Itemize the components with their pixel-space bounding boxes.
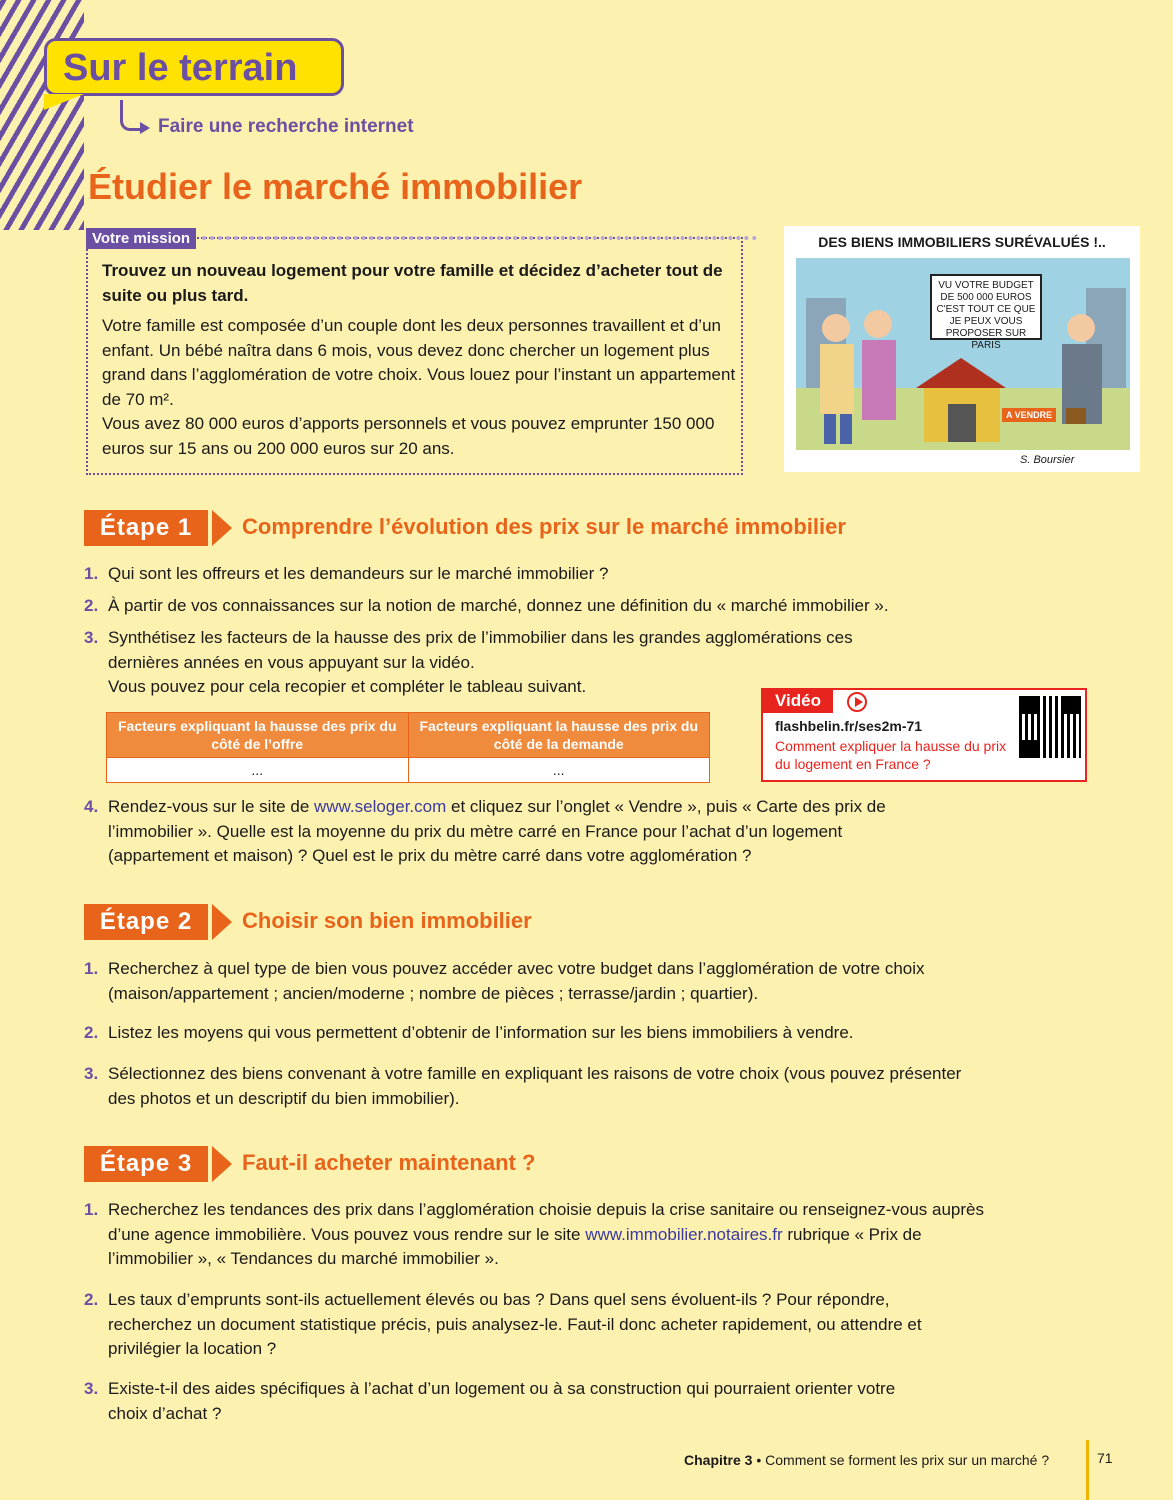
question-text: Rendez-vous sur le site de [108, 797, 314, 816]
badge-label: Sur le terrain [63, 47, 298, 89]
subtitle: Faire une recherche internet [158, 116, 414, 137]
etape-3-question-1 [84, 1198, 994, 1272]
mission-text [102, 314, 742, 461]
mission-lead: Trouvez un nouveau logement pour votre famille et décidez d’acheter tout de suite ou plus tard. [102, 261, 723, 305]
etape-3-question-3 [84, 1377, 924, 1426]
question-text: Recherchez à quel type de bien vous pouvez accéder avec votre budget dans l’agglomération de votre choix (maison/appartement ; ancien/moderne ; nombre de pièces ; terrasse/jardin ; quartier). [108, 959, 925, 1003]
decorative-stripes [0, 0, 84, 230]
footer-bar [1086, 1440, 1089, 1500]
question-text: Recherchez les tendances des prix dans l’agglomération choisie depuis la crise sanitaire ou renseignez-vous auprès d’une agence immobilière. Vous pouvez vous rendre sur le site [108, 1200, 984, 1244]
question-text-cont: rubrique « Prix de l’immobilier », « Tendances du marché immobilier ». [108, 1224, 922, 1268]
question-number: 1. [84, 1200, 99, 1219]
video-url[interactable]: flashbelin.fr/ses2m-71 [775, 718, 923, 734]
etape-3-arrow-icon [212, 1146, 232, 1182]
footer-separator: • [752, 1452, 766, 1468]
etape-1-arrow-icon [212, 510, 232, 546]
page-title: Étudier le marché immobilier [88, 166, 583, 207]
etape-2-label: Étape 2 [84, 904, 208, 940]
section-badge [44, 38, 344, 96]
table-cell: ... [408, 758, 710, 783]
badge-tail [44, 94, 84, 110]
etape-2-arrow-icon [212, 904, 232, 940]
etape-1-question-1 [84, 562, 984, 587]
mission-dotted-line [202, 236, 757, 240]
question-text: Sélectionnez des biens convenant à votre famille en expliquant les raisons de votre choix (vous pouvez présenter des photos et un descriptif du bien immobilier). [108, 1064, 962, 1108]
footer-text: Comment se forment les prix sur un marché ? [765, 1452, 1050, 1468]
etape-2-question-3 [84, 1062, 964, 1111]
etape-2-title: Choisir son bien immobilier [242, 908, 532, 933]
question-text: Synthétisez les facteurs de la hausse des prix de l’immobilier dans les grandes agglomérations ces dernières années en vous appuyant sur la vidéo. [108, 628, 853, 672]
cartoon-image [784, 226, 1140, 472]
etape-2-question-2 [84, 1021, 984, 1046]
table-header-offre: Facteurs expliquant la hausse des prix du côté de l’offre [107, 713, 409, 758]
etape-3-title: Faut-il acheter maintenant ? [242, 1150, 536, 1175]
page-number: 71 [1097, 1450, 1113, 1466]
factors-table [106, 712, 710, 783]
video-description: Comment expliquer la hausse du prix du logement en France ? [775, 738, 1007, 772]
video-tag: Vidéo [763, 690, 833, 713]
etape-1-title: Comprendre l’évolution des prix sur le marché immobilier [242, 514, 846, 539]
arrowhead-icon [140, 122, 150, 134]
speech-bubble: VU VOTRE BUDGET DE 500 000 EUROS C'EST TOUT CE QUE JE PEUX VOUS PROPOSER SUR PARIS [930, 274, 1042, 340]
footer-chapter: Chapitre 3 [684, 1452, 753, 1468]
question-number: 3. [84, 628, 99, 647]
question-number: 1. [84, 564, 99, 583]
mission-paragraph-2: Vous avez 80 000 euros d’apports personnels et vous pouvez emprunter 150 000 euros sur 15 ans ou 200 000 euros sur 20 ans. [102, 414, 715, 458]
question-text: À partir de vos connaissances sur la notion de marché, donnez une définition du « marché immobilier ». [108, 596, 889, 615]
question-text: Les taux d’emprunts sont-ils actuellement élevés ou bas ? Dans quel sens évoluent-ils ? Pour répondre, recherchez un document statistique précis, puis analysez-le. Faut-il donc acheter rapidement, ou attendre et privilégier la location ? [108, 1290, 922, 1358]
etape-3-question-2 [84, 1288, 974, 1362]
question-number: 3. [84, 1379, 99, 1398]
table-header-demande: Facteurs expliquant la hausse des prix du côté de la demande [408, 713, 710, 758]
footer [684, 1452, 1049, 1468]
qr-code-icon[interactable] [1019, 696, 1081, 758]
etape-1-label: Étape 1 [84, 510, 208, 546]
question-text: Qui sont les offreurs et les demandeurs sur le marché immobilier ? [108, 564, 609, 583]
etape-1-question-4 [84, 795, 944, 869]
mission-paragraph-1: Votre famille est composée d’un couple dont les deux personnes travaillent et d’un enfant. Un bébé naîtra dans 6 mois, vous devez donc chercher un logement plus grand dans l’agglomération de votre choix. Vous louez pour l’instant un appartement de 70 m². [102, 316, 736, 409]
question-text-2: Vous pouvez pour cela recopier et compléter le tableau suivant. [108, 677, 587, 696]
mission-tag: Votre mission [86, 228, 196, 249]
for-sale-sign: A VENDRE [1002, 408, 1056, 422]
etape-2-question-1 [84, 957, 944, 1006]
question-text: Listez les moyens qui vous permettent d’obtenir de l’information sur les biens immobiliers à vendre. [108, 1023, 854, 1042]
cartoon-title: DES BIENS IMMOBILIERS SURÉVALUÉS !.. [818, 234, 1106, 250]
etape-3-label: Étape 3 [84, 1146, 208, 1182]
question-number: 3. [84, 1064, 99, 1083]
question-number: 2. [84, 1023, 99, 1042]
seloger-link[interactable]: www.seloger.com [314, 797, 447, 816]
notaires-link[interactable]: www.immobilier.notaires.fr [585, 1224, 783, 1244]
question-text-cont: et cliquez sur l’onglet « Vendre », puis « Carte des prix de l’immobilier ». Quelle est la moyenne du prix du mètre carré en France pour l’achat d’un logement (appartement et maison) ? Quel est le prix du mètre carré dans votre agglomération ? [108, 797, 886, 865]
play-icon[interactable] [847, 692, 867, 712]
question-number: 2. [84, 596, 99, 615]
video-box[interactable] [761, 688, 1087, 782]
question-number: 1. [84, 959, 99, 978]
cartoon-signature: S. Boursier [1020, 454, 1075, 466]
etape-1-question-2 [84, 594, 984, 619]
table-cell: ... [107, 758, 409, 783]
question-text: Existe-t-il des aides spécifiques à l’achat d’un logement ou à sa construction qui pourraient orienter votre choix d’achat ? [108, 1379, 896, 1423]
question-number: 4. [84, 797, 99, 816]
question-number: 2. [84, 1290, 99, 1309]
